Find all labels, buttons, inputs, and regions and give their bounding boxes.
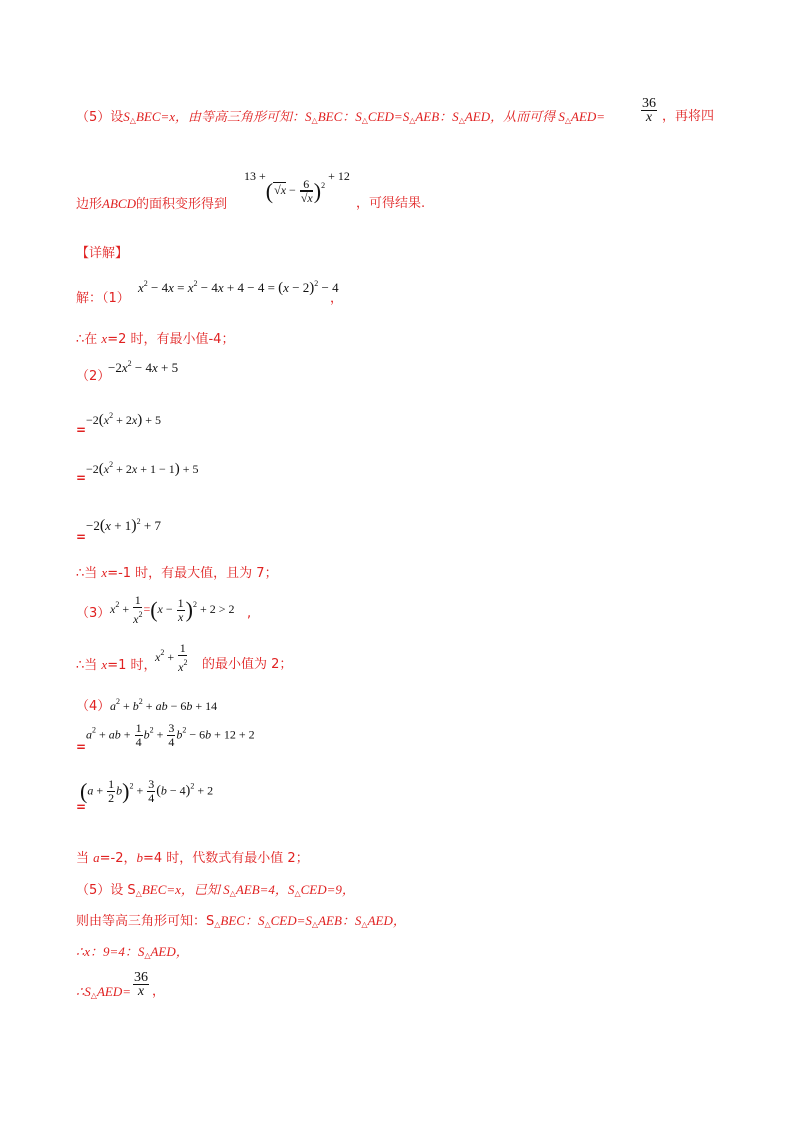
text: AED， xyxy=(150,944,189,959)
solution-5-line-2 xyxy=(76,912,406,934)
text: CED=S xyxy=(367,109,410,124)
text: ，可得结果. xyxy=(356,196,426,211)
solution-5-line-1 xyxy=(76,881,355,903)
solution-5-line-4-end: ， xyxy=(152,984,166,999)
text: AED= xyxy=(96,984,131,999)
text: CED=9， xyxy=(300,882,355,897)
text: AEB：S xyxy=(318,913,362,928)
solution-5-line-3 xyxy=(76,943,189,965)
solution-2-expression: $-2x^2 - 4x + 5$ xyxy=(108,359,179,375)
solution-3-conclusion xyxy=(76,656,156,675)
area-expression: 13 +(√x − $\frac{6}{√x}$ )$^2$ + 12 xyxy=(244,169,350,205)
triangle-symbol: △ xyxy=(361,920,368,929)
solution-3-comma: , xyxy=(247,606,252,621)
intro-line-2-end xyxy=(356,195,425,213)
intro-line-1 xyxy=(76,108,605,130)
fraction-numerator: 36 xyxy=(134,970,148,985)
solution-3-conclusion-end: 的最小值为 2； xyxy=(202,657,293,672)
text: AEB=4，S xyxy=(235,882,295,897)
text: =2 时，有最小值-4； xyxy=(107,332,235,347)
text: BEC：S xyxy=(317,109,362,124)
solution-5-fraction xyxy=(132,971,150,998)
text: =-2， xyxy=(99,851,137,866)
solution-2-label: （2） xyxy=(76,369,111,384)
text: 则由等高三角形可知：S xyxy=(76,914,215,929)
text: =-1 时，有最大值，且为 7； xyxy=(107,566,278,581)
solution-3-label: （3） xyxy=(76,606,111,621)
triangle-symbol: △ xyxy=(144,951,151,960)
text: S xyxy=(305,109,312,124)
solution-4-conclusion xyxy=(76,849,309,868)
solution-2-step-1: $-2(x^2 + 2x) + 5$ xyxy=(86,411,161,428)
solution-2-conclusion xyxy=(76,564,278,583)
solution-4-expression: $a^2 + b^2$ + ab − 6b + 14 xyxy=(110,697,218,713)
triangle-symbol: △ xyxy=(264,920,271,929)
triangle-symbol: △ xyxy=(90,991,97,1000)
equals-sign: = xyxy=(76,423,87,437)
solution-4-label: （4） xyxy=(76,699,111,714)
text: AEB：S xyxy=(415,109,459,124)
triangle-symbol: △ xyxy=(311,116,318,125)
solution-5-line-4 xyxy=(76,983,131,1005)
triangle-symbol: △ xyxy=(294,889,301,898)
text: BEC=x，已知 S xyxy=(141,882,230,897)
equals-sign: = xyxy=(76,471,87,485)
detail-heading: 【详解】 xyxy=(76,246,129,261)
text: （5）设 S xyxy=(76,883,136,898)
equals-sign: = xyxy=(76,800,87,814)
text: ∴x：9=4：S xyxy=(76,944,145,959)
text: a xyxy=(93,850,100,865)
text: ∴S xyxy=(76,984,91,999)
text: S xyxy=(123,109,130,124)
solution-1-comma: ， xyxy=(330,291,344,306)
triangle-symbol: △ xyxy=(458,116,465,125)
solution-1-label: 解：（1） xyxy=(76,291,130,306)
solution-4-step-2: (a + $\frac{1}{2}$ b)$^2$ + $\frac{3}{4}$ $(b - 4)^2 + 2$ xyxy=(80,777,214,805)
triangle-symbol: △ xyxy=(135,889,142,898)
solution-4-step-1: $a^2$ + ab + $\frac{1}{4}$ $b^2$ + $\frac{3}{4}$ $b^2 - 6b + 12 + 2$ xyxy=(86,721,255,749)
triangle-symbol: △ xyxy=(229,889,236,898)
intro-fraction xyxy=(640,97,658,124)
triangle-symbol: △ xyxy=(361,116,368,125)
triangle-symbol: △ xyxy=(214,920,221,929)
text: ∴在 xyxy=(76,332,102,347)
text: AED，从而可得 S xyxy=(464,109,565,124)
text: x xyxy=(101,331,108,346)
solution-1-conclusion xyxy=(76,330,234,349)
text: ，再将四 xyxy=(662,109,715,124)
solution-2-step-3: $-2(x + 1)^2 + 7$ xyxy=(86,517,161,534)
solution-3-inline-expression: $x^2$ + $\frac{1}{x^2}$ xyxy=(155,641,188,674)
fraction-denominator: x xyxy=(137,984,145,999)
text: =1 时， xyxy=(107,658,157,673)
triangle-symbol: △ xyxy=(564,116,572,125)
text: 当 xyxy=(76,851,94,866)
text: AED， xyxy=(367,913,406,928)
triangle-symbol: △ xyxy=(311,920,319,929)
equals-sign: = xyxy=(76,530,87,544)
text: 边形 xyxy=(76,197,103,212)
intro-line-1-end xyxy=(662,108,714,126)
solution-3-expression: $x^2$ + $\frac{1}{x^2}$ =(x − $\frac{1}{x}$ )$^2$ + 2 > 2 xyxy=(110,593,235,626)
text: x xyxy=(101,565,108,580)
text: CED=S xyxy=(270,913,312,928)
triangle-symbol: △ xyxy=(129,116,136,125)
text: b xyxy=(136,850,143,865)
fraction-numerator: 36 xyxy=(642,96,656,111)
intro-line-2 xyxy=(76,195,227,214)
text: ∴当 xyxy=(76,566,102,581)
text: x xyxy=(101,657,108,672)
fraction-denominator: x xyxy=(645,110,653,125)
text: ABCD xyxy=(102,196,136,211)
text: BEC：S xyxy=(220,913,265,928)
equals-sign: = xyxy=(76,740,87,754)
text: BEC=x，由等高三角形可知： xyxy=(135,109,306,124)
text: AED= xyxy=(571,109,606,124)
text: （5）设 xyxy=(76,110,124,125)
text: =4 时，代数式有最小值 2； xyxy=(143,851,309,866)
solution-1-expression: $x^2 - 4x = x^2 - 4x + 4 - 4 = (x - 2)^2 - 4$ xyxy=(138,279,339,296)
solution-2-step-2: $-2(x^2 + 2x + 1 - 1) + 5$ xyxy=(86,460,199,477)
text: 的面积变形得到 xyxy=(135,197,227,212)
triangle-symbol: △ xyxy=(409,116,416,125)
text: ∴当 xyxy=(76,658,102,673)
